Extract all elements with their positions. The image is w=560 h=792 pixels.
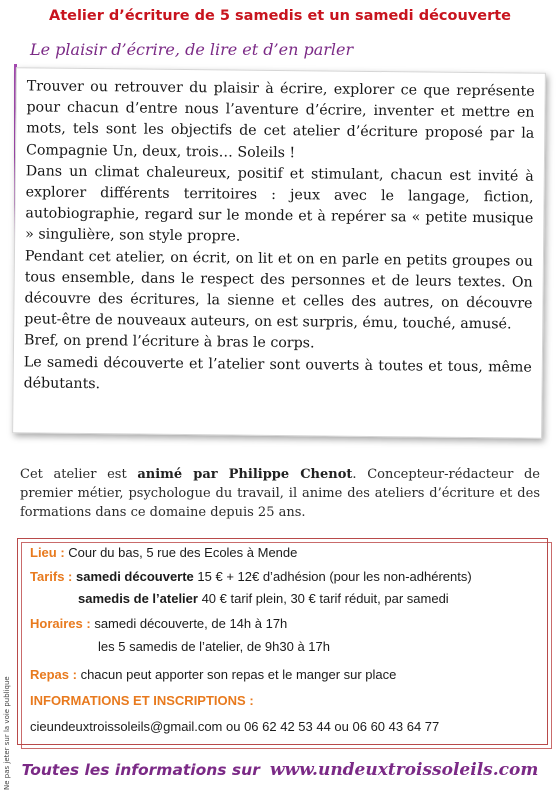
horaires-label: Horaires : <box>30 616 91 631</box>
repas-label: Repas : <box>30 667 77 682</box>
paragraph-objectives: Trouver ou retrouver du plaisir à écrire, explorer ce que représente pour chacun d’entre nous l’aventure d’écrire, inventer et mettre en mots, tels sont les objectifs de cet atelier d’écriture proposé par la Compagnie Un, deux, trois… Soleils ! <box>25 78 535 161</box>
paragraph-workshop: Pendant cet atelier, on écrit, on lit et on en parle en petits groupes ou tous ensemble, dans le respect des personnes et de leurs textes. On découvre des écritures, la sienne et celles des autres, on découvre peut-être de nouveaux auteurs, on est surpris, ému, touché, amusé. <box>24 247 534 333</box>
paragraph-audience: Le samedi découverte et l’atelier sont ouverts à toutes et tous, même débutants. <box>23 353 532 392</box>
info-row-horaire-1 <box>30 616 287 631</box>
bio-facilitator-name: animé par Philippe Chenot <box>137 467 353 482</box>
intro-text-card <box>12 67 546 439</box>
repas-value: chacun peut apporter son repas et le manger sur place <box>76 667 397 682</box>
page-title: Atelier d’écriture de 5 samedis et un samedi découverte <box>48 8 512 24</box>
subtitle: Le plaisir d’écrire, de lire et d’en parler <box>30 40 354 59</box>
info-row-horaire-2 <box>98 639 330 654</box>
inscriptions-label: INFORMATIONS ET INSCRIPTIONS : <box>30 693 254 708</box>
footer-website-link[interactable]: www.undeuxtroissoleils.com <box>269 760 539 780</box>
info-row-lieu <box>30 545 297 560</box>
horaire1-value: samedi découverte, de 14h à 17h <box>90 616 288 631</box>
tarif2-value: 40 € tarif plein, 30 € tarif réduit, par samedi <box>197 591 449 606</box>
lieu-value: Cour du bas, 5 rue des Ecoles à Mende <box>64 545 298 560</box>
facilitator-bio <box>20 465 540 522</box>
lieu-label: Lieu : <box>30 545 65 560</box>
info-row-tarif-2 <box>78 591 449 606</box>
tarifs-label: Tarifs : <box>30 569 73 584</box>
practical-info-box <box>17 538 548 745</box>
info-row-repas <box>30 667 396 682</box>
tarif2-name: samedis de l’atelier <box>78 591 198 606</box>
bio-suffix: . Concepteur-rédacteur de premier métier, psychologue du travail, il anime des ateliers d’écriture et des formations dans ce domaine depuis 25 ans. <box>20 467 540 520</box>
tarif1-value: 15 € + 12€ d’adhésion (pour les non-adhérents) <box>193 569 472 584</box>
info-row-contact <box>30 719 439 734</box>
info-row-tarif-1 <box>30 569 472 584</box>
paragraph-climate: Dans un climat chaleureux, positif et stimulant, chacun est invité à explorer différents territoires : jeux avec le langage, fiction, autobiographie, regard sur le monde et à repérer sa « petite musique » singulière, son style propre. <box>25 163 534 246</box>
paragraph-summary: Bref, on prend l’écriture à bras le corps. <box>23 332 315 352</box>
horaire2-value: les 5 samedis de l’atelier, de 9h30 à 17h <box>98 639 330 654</box>
bio-prefix: Cet atelier est <box>20 467 138 482</box>
footer <box>0 760 560 780</box>
contact-value: cieundeuxtroissoleils@gmail.com ou 06 62 42 53 44 ou 06 60 43 64 77 <box>30 719 440 734</box>
info-row-inscriptions <box>30 693 254 708</box>
tarif1-name: samedi découverte <box>76 569 194 584</box>
side-legal-note: Ne pas jeter sur la voie publique <box>3 676 11 790</box>
footer-text: Toutes les informations sur <box>21 761 260 779</box>
